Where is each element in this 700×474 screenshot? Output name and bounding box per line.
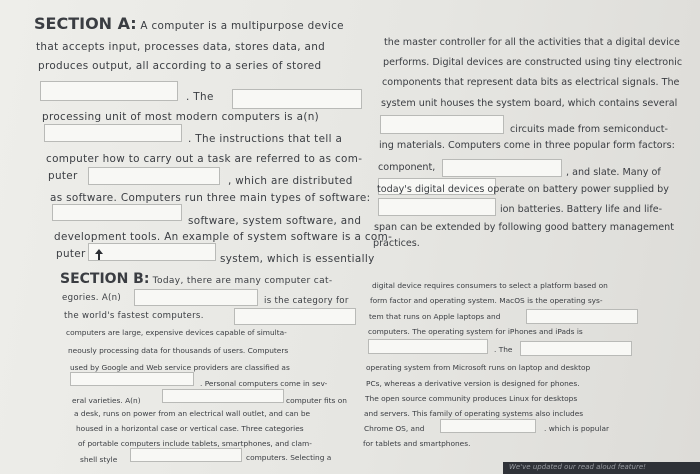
section-a-right-line-10: ion batteries. Battery life and life- — [500, 204, 663, 215]
section-b-right-line-5: . The — [494, 345, 513, 354]
section-b-line-5: computers are large, expensive devices capable of simulta- — [66, 328, 287, 337]
blank-field-a5[interactable] — [52, 204, 182, 221]
section-b-line-10: computer fits on — [286, 396, 347, 405]
section-b-right-line-11: . which is popular — [544, 424, 610, 433]
section-a-line-14: system, which is essentially — [220, 253, 375, 265]
section-a-line-3: produces output, all according to a series of stored — [38, 60, 322, 72]
section-a-line-8: puter — [48, 170, 78, 182]
section-b-line-14: shell style — [80, 455, 118, 464]
blank-field-a1[interactable] — [40, 81, 178, 101]
section-a-line-9: , which are distributed — [228, 175, 353, 187]
blank-field-b1[interactable] — [134, 289, 258, 306]
section-b-right-line-4: computers. The operating system for iPhones and iPads is — [368, 327, 583, 336]
blank-field-ar2[interactable] — [442, 159, 562, 177]
section-a-line-11: software, system software, and — [188, 215, 362, 227]
section-b-right-line-6: operating system from Microsoft runs on laptop and desktop — [366, 363, 591, 372]
section-a-right-line-6: ing materials. Computers come in three popular form factors: — [379, 140, 675, 151]
section-a-line-4: . The — [186, 91, 214, 103]
section-b-right-line-7: PCs, whereas a derivative version is designed for phones. — [366, 379, 580, 388]
blank-field-a6[interactable] — [88, 243, 216, 261]
section-a-right-line-8: , and slate. Many of — [566, 167, 661, 178]
section-a-right-line-1: the master controller for all the activities that a digital device — [384, 37, 680, 48]
blank-field-ar4[interactable] — [378, 198, 496, 216]
section-b-right-line-9: and servers. This family of operating systems also includes — [364, 409, 584, 418]
read-aloud-banner[interactable]: We've updated our read aloud feature! — [503, 462, 700, 474]
section-b-line-9: eral varieties. A(n) — [72, 396, 141, 405]
section-a-right-line-11: span can be extended by following good battery management — [374, 222, 675, 233]
section-a-line-1: SECTION A: A computer is a multipurpose device — [34, 14, 344, 33]
section-b-right-line-3: tem that runs on Apple laptops and — [369, 312, 501, 321]
section-b-line-12: housed in a horizontal case or vertical case. Three categories — [76, 424, 304, 433]
blank-field-br3[interactable] — [520, 341, 632, 356]
section-b-line-13: of portable computers include tablets, smartphones, and clam- — [78, 439, 312, 448]
section-b-line-1: SECTION B: Today, there are many computer cat- — [60, 271, 333, 287]
blank-field-br4[interactable] — [440, 419, 536, 433]
mouse-pointer-icon — [92, 248, 106, 262]
blank-field-br1[interactable] — [526, 309, 638, 324]
blank-field-ar1[interactable] — [380, 115, 504, 134]
section-a-right-line-7: component, — [378, 162, 436, 173]
section-a-right-line-3: components that represent data bits as electrical signals. The — [382, 77, 680, 88]
section-a-line-6: . The instructions that tell a — [188, 133, 343, 145]
section-a-line-12: development tools. An example of system software is a com- — [54, 231, 393, 243]
section-b-right-line-1: digital device requires consumers to select a platform based on — [372, 281, 608, 290]
section-b-line-2: egories. A(n) — [62, 293, 122, 303]
section-a-right-line-2: performs. Digital devices are constructed using tiny electronic — [383, 57, 683, 68]
blank-field-b3[interactable] — [70, 372, 194, 386]
section-b-line-7: used by Google and Web service providers are classified as — [70, 363, 290, 372]
section-a-line-5: processing unit of most modern computers is a(n) — [42, 111, 320, 123]
blank-field-a2[interactable] — [232, 89, 362, 109]
section-a-right-line-5: circuits made from semiconduct- — [510, 124, 668, 135]
section-a-line-13: puter — [56, 248, 86, 260]
section-a-right-line-9: today's digital devices operate on battery power supplied by — [377, 184, 669, 195]
section-b-line-3: is the category for — [264, 296, 349, 306]
blank-field-a3[interactable] — [44, 124, 182, 142]
section-b-right-line-12: for tablets and smartphones. — [363, 439, 471, 448]
section-b-heading: SECTION B: — [60, 271, 150, 287]
section-b-line-11: a desk, runs on power from an electrical wall outlet, and can be — [74, 409, 311, 418]
section-b-right-line-2: form factor and operating system. MacOS is the operating sys- — [370, 296, 603, 305]
section-a-line-10: as software. Computers run three main types of software: — [50, 192, 371, 204]
section-b-right-line-10: Chrome OS, and — [364, 424, 425, 433]
section-b-line-6: neously processing data for thousands of users. Computers — [68, 346, 289, 355]
section-a-line-7: computer how to carry out a task are referred to as com- — [46, 153, 363, 165]
blank-field-b5[interactable] — [130, 448, 242, 462]
section-b-line-15: computers. Selecting a — [246, 453, 332, 462]
section-a-right-line-12: practices. — [373, 238, 420, 249]
section-b-line-8: . Personal computers come in sev- — [200, 379, 328, 388]
section-b-line-4: the world's fastest computers. — [64, 311, 204, 321]
blank-field-b2[interactable] — [234, 308, 356, 325]
blank-field-a4[interactable] — [88, 167, 220, 185]
blank-field-br2[interactable] — [368, 339, 488, 354]
section-a-line-2: that accepts input, processes data, stores data, and — [36, 41, 326, 53]
blank-field-b4[interactable] — [162, 389, 284, 403]
section-b-right-line-8: The open source community produces Linux for desktops — [365, 394, 578, 403]
section-a-heading: SECTION A: — [34, 14, 137, 33]
section-a-right-line-4: system unit houses the system board, which contains several — [381, 98, 678, 109]
